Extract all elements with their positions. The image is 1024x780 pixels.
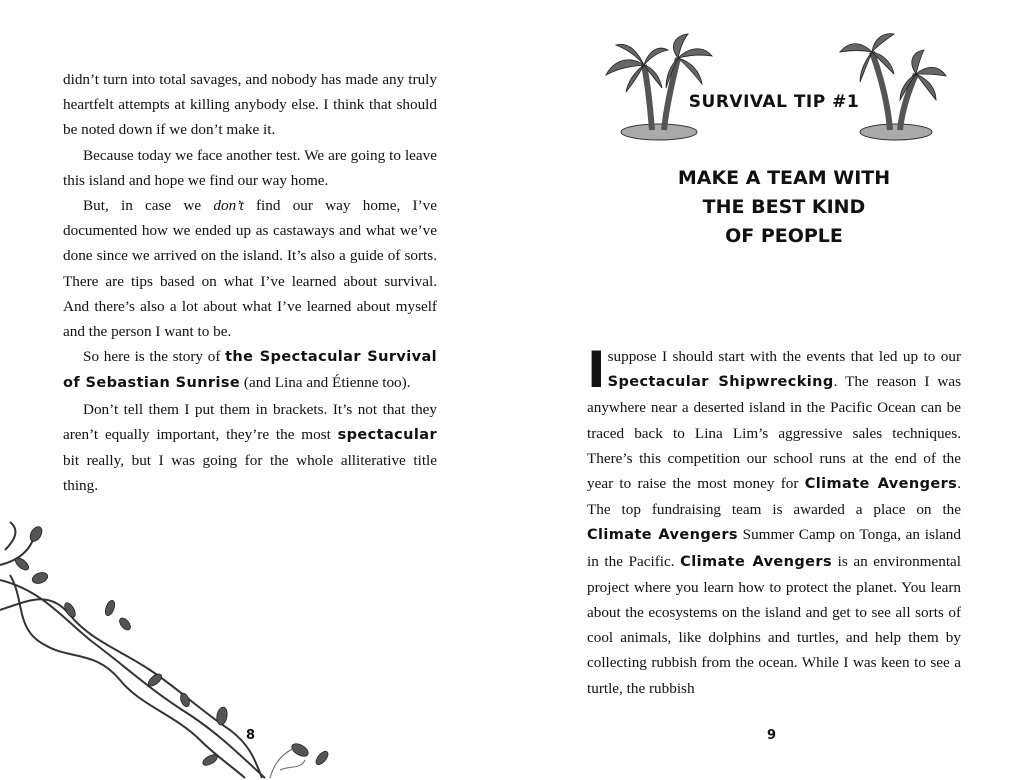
page-number: 9 [767,728,777,743]
tip-header [604,30,940,150]
left-body-text [63,67,437,498]
emphasized-phrase: Climate Avengers [804,476,958,493]
emphasized-phrase: Climate Avengers [587,527,738,544]
palm-tree-illustration [838,30,948,145]
text-run: . The top fundraising team is awarded a place on the [587,475,961,519]
paragraph [63,143,437,193]
text-run: Don’t tell them I put them in brackets. It’s not that they aren’t equally important, they’re the most [63,400,437,443]
emphasized-phrase: spectacular [337,426,437,443]
vine-illustration [0,520,340,780]
emphasized-phrase: Spectacular Shipwrecking [607,374,834,391]
paragraph [587,341,961,701]
palm-tree-illustration [604,30,714,145]
text-run: don’t [213,197,244,215]
page-number: 8 [246,728,256,743]
right-page [512,0,1024,780]
tip-title [612,164,956,251]
text-run: So here is the story of [83,348,226,366]
emphasized-phrase: the Spectacular Survival of Sebastian Sunrise [63,349,438,392]
survival-tip-label: SURVIVAL TIP #1 [688,92,860,112]
text-run: suppose I should start with the events that led up to our [607,348,961,365]
text-run: bit really, but I was going for the whole alliterative title thing. [63,452,437,495]
text-run: (and Lina and Étienne too). [240,374,411,392]
text-run: Because today we face another test. We are going to leave this island and hope we find our way home. [63,146,437,189]
right-body-text [587,341,961,701]
text-run: But, in case we [83,197,214,215]
paragraph [63,67,437,143]
emphasized-phrase: Climate Avengers [680,553,832,570]
paragraph [63,193,437,344]
tip-title-line: MAKE A TEAM WITH [677,167,891,189]
drop-cap: I [587,341,606,399]
tip-title-line: OF PEOPLE [725,225,843,247]
text-run: didn’t turn into total savages, and nobody has made any truly heartfelt attempts at killing anybody else. I think that should be noted down if we don’t make it. [63,71,437,139]
paragraph [63,397,437,499]
text-run: Summer Camp on Tonga, an island in the Pacific. [587,526,961,570]
text-run: is an environmental project where you learn how to protect the planet. You learn about the ecosystems on the island and get to see all sorts of cool animals, like dolphins and turtles, and help them by collecting rubbish from the ocean. While I was keen to see a turtle, the rubbish [587,552,961,697]
paragraph [63,344,437,396]
text-run: . The reason I was anywhere near a deserted island in the Pacific Ocean can be traced back to Lina Lim’s aggressive sales techniques. There’s this competition our school runs at the end of the year to raise the most money for [587,373,961,493]
text-run: find our way home, I’ve documented how we ended up as castaways and what we’ve done since we arrived on the island. It’s also a guide of sorts. There are tips based on what I’ve learned about survival. And there’s also a lot about what I’ve learned about myself and the person I want to be. [63,197,437,341]
tip-title-line: THE BEST KIND [702,196,866,218]
